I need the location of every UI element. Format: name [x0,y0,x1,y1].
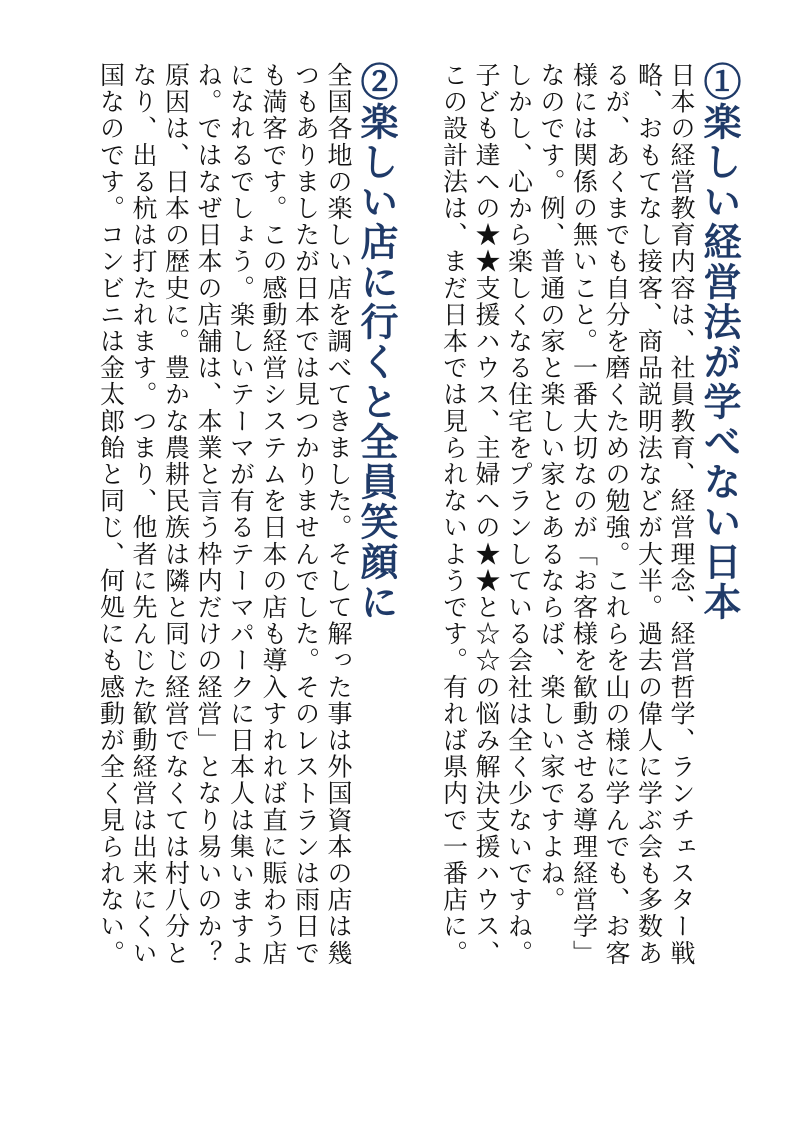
section-2-body: 全国各地の楽しい店を調べてきました。そして解った事は外国資本の店は幾 つもありましたが日本では見つかりませんでした。そのレストランは雨日で も満客です。この感動経営システムを日本の店も導入すれれば直に賑わう店 になれるでしょう。楽しいテーマが有るテーマパークに日本人は集いますよ ね。ではなぜ日本の店舗は、本業と言う枠内だけの経営」となり易いのか？ 原因は、日本の歴史に。豊かな農耕民族は隣と同じ経営でなくては村八分と なり、出る杭は打たれます。つまり、他者に先んじた歓動経営は出来にくい 国なのです。コンビニは金太郎飴と同じ、何処にも感動が全く見られない。 [96,62,353,967]
section-1-body: 日本の経営教育内容は、社員教育、経営理念、経営哲学、ランチェスター戦 略、おもてなし接客、商品説明法などが大半。過去の偉人に学ぶ会も多数あ るが、あくまでも自分を磨くための勉強。これらを山の様に学んでも、お客 様には関係の無いこと。一番大切なのが「お客様を歓動させる導理経営学」 なのです。例、普通の家と楽しい家とあるならば、楽しい家ですよね。 しかし、心から楽しくなる住宅をプランしている会社は全く少ないですね。 子ども達への★★支援ハウス、主婦への★★と☆☆の悩み解決支援ハウス、 この設計法は、まだ日本では見られないようです。有れば県内で一番店に。 [439,62,696,967]
section-2-heading: ②楽しい店に行くと全員笑顔に [354,62,399,622]
section-1 [411,62,741,1062]
section-2 [58,62,398,1062]
section-1-heading: ①楽しい経営法が学べない日本 [697,62,742,622]
